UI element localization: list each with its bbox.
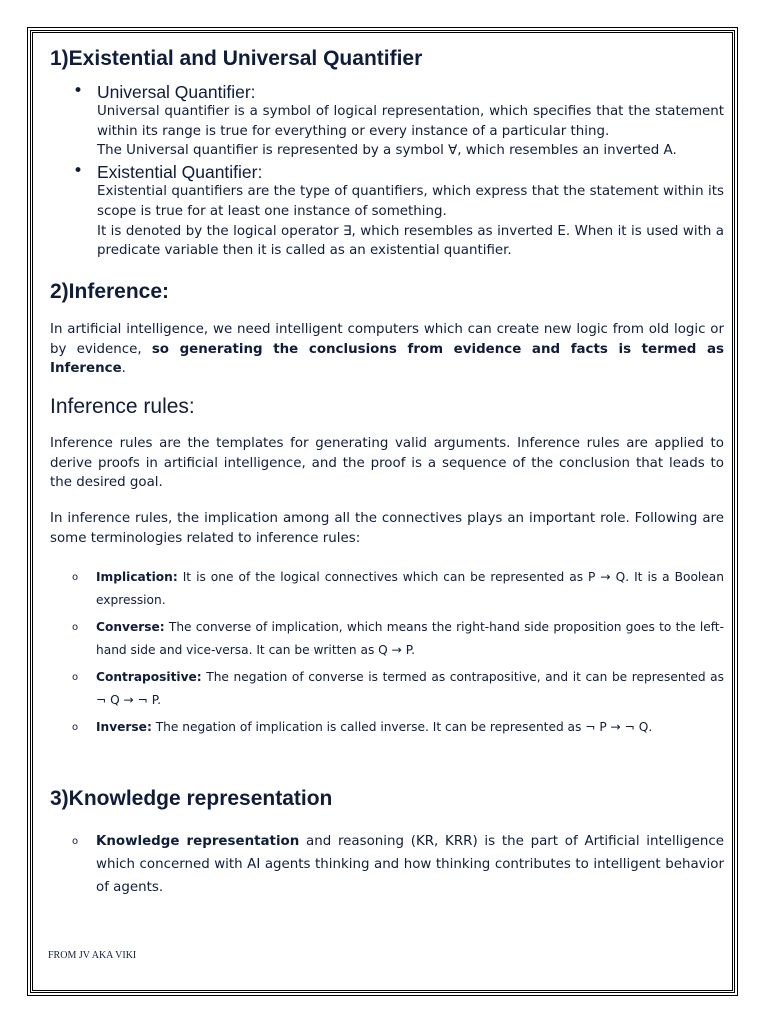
term-implication: Implication:	[96, 569, 178, 584]
inference-intro	[50, 320, 724, 379]
list-item-implication	[50, 566, 724, 612]
desc-converse: The converse of implication, which means the right-hand side proposition goes to the left-hand side and vice-versa. It can be written as Q → P.	[96, 619, 724, 657]
list-item-converse	[50, 616, 724, 662]
list-item-universal	[50, 82, 724, 161]
desc-contrapositive: The negation of converse is termed as contrapositive, and it can be represented as ¬ Q → ¬ P.	[96, 669, 724, 707]
term-converse: Converse:	[96, 619, 165, 634]
inference-intro-bold: so generating the conclusions from evidence and facts is termed as Inference	[50, 341, 724, 377]
inference-intro-end: .	[121, 361, 126, 377]
term-inverse: Inverse:	[96, 719, 152, 734]
quantifier-list	[50, 82, 724, 261]
list-item-contrapositive	[50, 666, 724, 712]
universal-title: • Universal Quantifier:	[97, 82, 256, 102]
list-item-existential	[50, 162, 724, 261]
section3-heading: 3)Knowledge representation	[50, 786, 333, 810]
inference-rules-para-2: In inference rules, the implication among all the connectives plays an important role. Following are some terminologies related to inference rules:	[50, 511, 724, 546]
section1-heading: 1)Existential and Universal Quantifier	[50, 47, 423, 70]
universal-line-1: Universal quantifier is a symbol of logical representation, which specifies that the statement within its range is true for everything or every instance of a particular thing.	[97, 104, 724, 139]
page-border	[30, 30, 735, 993]
desc-knowledge: and reasoning (KR, KRR) is the part of Artificial intelligence which concerned with AI agents thinking and how thinking contributes to intelligent behavior of agents.	[96, 833, 724, 895]
knowledge-list	[50, 830, 724, 899]
term-contrapositive: Contrapositive:	[96, 669, 202, 684]
desc-implication: It is one of the logical connectives which can be represented as P → Q. It is a Boolean expression.	[96, 569, 724, 607]
inference-terms-list	[50, 566, 724, 739]
universal-line-2: The Universal quantifier is represented by a symbol ∀, which resembles an inverted A.	[97, 143, 677, 159]
inference-intro-text: In artificial intelligence, we need intelligent computers which can create new logic from old logic or by evidence,	[50, 321, 724, 357]
inference-rules-para-1: Inference rules are the templates for generating valid arguments. Inference rules are applied to derive proofs in artificial intelligence, and the proof is a sequence of the conclusion that leads to the desired goal.	[50, 436, 724, 491]
section2-heading: 2)Inference:	[50, 279, 170, 303]
inference-rules-heading: Inference rules:	[50, 395, 195, 419]
list-item-inverse	[50, 716, 724, 739]
existential-line-1: Existential quantifiers are the type of quantifiers, which express that the statement within its scope is true for at least one instance of something.	[97, 184, 724, 219]
list-item-knowledge	[50, 830, 724, 899]
existential-line-2: It is denoted by the logical operator ∃, which resembles as inverted E. When it is used with a predicate variable then it is called as an existential quantifier.	[97, 223, 724, 259]
existential-title: • Existential Quantifier:	[97, 162, 263, 183]
page-content	[50, 45, 724, 899]
desc-inverse: The negation of implication is called inverse. It can be represented as ¬ P → ¬ Q.	[151, 719, 653, 734]
footer-credit: FROM JV AKA VIKI	[48, 950, 137, 961]
term-knowledge: Knowledge representation	[96, 833, 300, 849]
